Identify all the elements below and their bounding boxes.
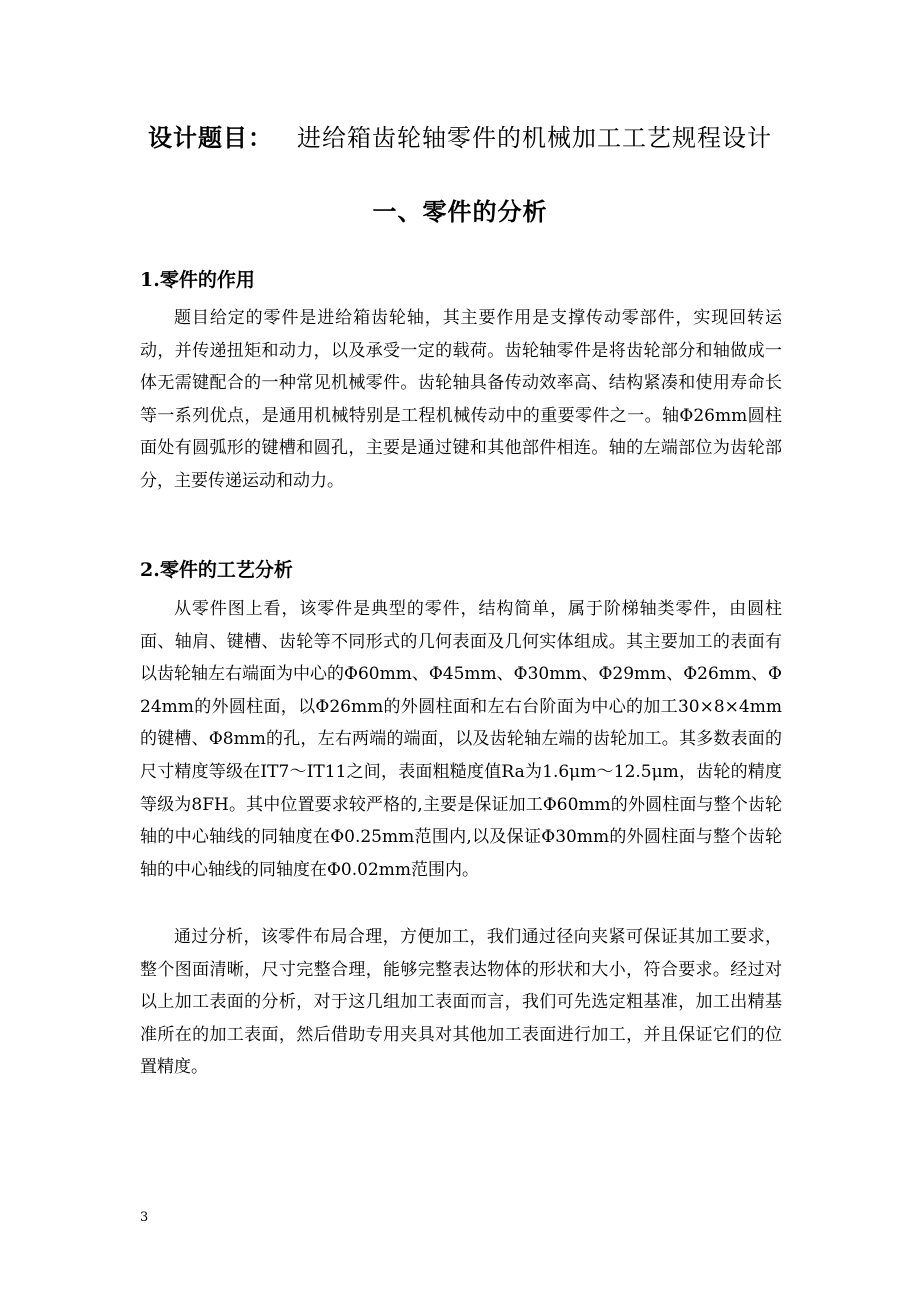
section-2-paragraph-2: 通过分析，该零件布局合理，方便加工，我们通过径向夹紧可保证其加工要求，整个图面清晰，尺寸完整合理，能够完整表达物体的形状和大小，符合要求。经过对以上加工表面的分析，对于这几组加工表面而言，我们可先选定粗基准，加工出精基准所在的加工表面，然后借助专用夹具对其他加工表面进行加工，并且保证它们的位置精度。 (140, 927, 782, 1078)
section-heading-2: 2.零件的工艺分析 (140, 559, 293, 581)
document-title (0, 118, 920, 153)
section-1-paragraph: 题目给定的零件是进给箱齿轮轴，其主要作用是支撑传动零部件，实现回转运动，并传递扭矩和动力，以及承受一定的载荷。齿轮轴零件是将齿轮部分和轴做成一体无需键配合的一种常见机械零件。齿轮轴具备传动效率高、结构紧凑和使用寿命长等一系列优点，是通用机械特别是工程机械传动中的重要零件之一。轴Φ26mm圆柱面处有圆弧形的键槽和圆孔，主要是通过键和其他部件相连。轴的左端部位为齿轮部分，主要传递运动和动力。 (140, 308, 782, 491)
title-label: 设计题目： (148, 123, 273, 152)
page-number: 3 (140, 1210, 149, 1225)
section-2-paragraph-1: 从零件图上看，该零件是典型的零件，结构简单，属于阶梯轴类零件，由圆柱面、轴肩、键槽、齿轮等不同形式的几何表面及几何实体组成。其主要加工的表面有以齿轮轴左右端面为中心的Φ60mm、Φ45mm、Φ30mm、Φ29mm、Φ26mm、Φ24mm的外圆柱面，以Φ26mm的外圆柱面和左右台阶面为中心的加工30×8×4mm的键槽、Φ8mm的孔，左右两端的端面，以及齿轮轴左端的齿轮加工。其多数表面的尺寸精度等级在IT7～IT11之间，表面粗糙度值Ra为1.6μm～12.5μm，齿轮的精度等级为8FH。其中位置要求较严格的,主要是保证加工Φ60mm的外圆柱面与整个齿轮轴的中心轴线的同轴度在Φ0.25mm范围内,以及保证Φ30mm的外圆柱面与整个齿轮轴的中心轴线的同轴度在Φ0.02mm范围内。 (140, 599, 782, 880)
section-heading-1: 1.零件的作用 (140, 269, 255, 291)
title-text: 进给箱齿轮轴零件的机械加工工艺规程设计 (297, 124, 772, 152)
chapter-heading: 一、零件的分析 (372, 197, 548, 226)
